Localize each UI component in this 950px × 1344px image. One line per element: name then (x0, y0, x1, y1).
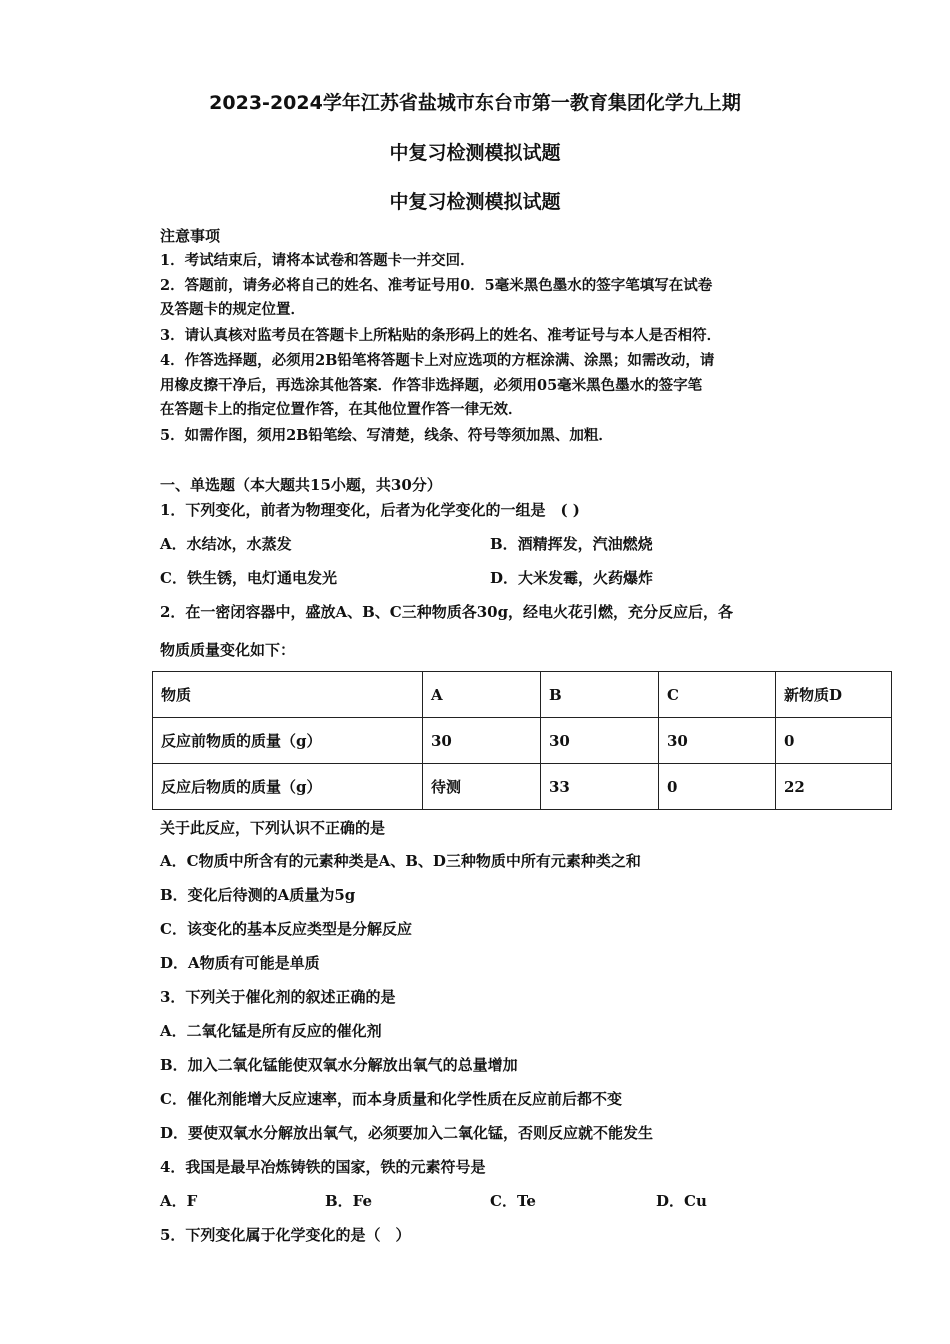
notice-line: 3．请认真核对监考员在答题卡上所粘贴的条形码上的姓名、准考证号与本人是否相符． (160, 327, 722, 344)
notice-line: 用橡皮擦干净后，再选涂其他答案．作答非选择题，必须用05毫米黑色墨水的签字笔 (160, 377, 703, 394)
table-cell: C (659, 672, 776, 718)
q3-option-a: A．二氧化锰是所有反应的催化剂 (160, 1022, 382, 1040)
notice-heading: 注意事项 (160, 227, 221, 245)
q2-stem-cont: 物质质量变化如下： (160, 641, 296, 659)
table-row (153, 764, 892, 810)
table-cell: 新物质D (776, 672, 892, 718)
q4-option-a: A．F (160, 1192, 198, 1210)
q3-stem: 3．下列关于催化剂的叙述正确的是 (160, 988, 396, 1006)
table-cell: 物质 (153, 672, 423, 718)
q2-stem: 2．在一密闭容器中，盛放A、B、C三种物质各30g，经电火花引燃，充分反应后，各 (160, 603, 734, 621)
q2-option-c: C．该变化的基本反应类型是分解反应 (160, 920, 412, 938)
title-line-2: 中复习检测模拟试题 (389, 142, 561, 164)
table-cell: 30 (541, 718, 659, 764)
table-cell: 33 (541, 764, 659, 810)
table-cell: B (541, 672, 659, 718)
q4-option-d: D．Cu (656, 1192, 707, 1210)
table-cell: 30 (659, 718, 776, 764)
notice-line: 1．考试结束后，请将本试卷和答题卡一并交回． (160, 252, 475, 269)
title-line-3: 中复习检测模拟试题 (389, 191, 561, 213)
q2-option-d: D．A物质有可能是单质 (160, 954, 320, 972)
table-row (153, 672, 892, 718)
notice-line: 2．答题前，请务必将自己的姓名、准考证号用0．5毫米黑色墨水的签字笔填写在试卷 (160, 277, 713, 294)
notice-line: 在答题卡上的指定位置作答，在其他位置作答一律无效． (160, 401, 523, 418)
q1-option-a: A．水结冰，水蒸发 (160, 535, 292, 553)
table-row (153, 718, 892, 764)
table-cell: A (423, 672, 541, 718)
q2-option-b: B．变化后待测的A质量为5g (160, 886, 356, 904)
table-cell: 0 (659, 764, 776, 810)
q5-stem: 5．下列变化属于化学变化的是（ ） (160, 1226, 411, 1244)
q1-option-b: B．酒精挥发，汽油燃烧 (490, 535, 653, 553)
table-cell: 反应前物质的质量（g） (153, 718, 423, 764)
q4-stem: 4．我国是最早冶炼铸铁的国家，铁的元素符号是 (160, 1158, 486, 1176)
q3-option-c: C．催化剂能增大反应速率，而本身质量和化学性质在反应前后都不变 (160, 1090, 622, 1108)
q1-option-c: C．铁生锈，电灯通电发光 (160, 569, 337, 587)
table-cell: 0 (776, 718, 892, 764)
section-heading: 一、单选题（本大题共15小题，共30分） (160, 476, 442, 494)
q3-option-d: D．要使双氧水分解放出氧气，必须要加入二氧化锰，否则反应就不能发生 (160, 1124, 654, 1142)
notice-line: 及答题卡的规定位置． (160, 301, 305, 318)
table-cell: 待测 (423, 764, 541, 810)
q1-stem: 1．下列变化，前者为物理变化，后者为化学变化的一组是 ( ) (160, 501, 580, 519)
q3-option-b: B．加入二氧化锰能使双氧水分解放出氧气的总量增加 (160, 1056, 518, 1074)
q1-option-d: D．大米发霉，火药爆炸 (490, 569, 654, 587)
q4-option-c: C．Te (490, 1192, 536, 1210)
table-cell: 22 (776, 764, 892, 810)
notice-line: 5．如需作图，须用2B铅笔绘、写清楚，线条、符号等须加黑、加粗． (160, 427, 613, 444)
table-cell: 反应后物质的质量（g） (153, 764, 423, 810)
title-line-1: 2023-2024学年江苏省盐城市东台市第一教育集团化学九上期 (209, 92, 741, 114)
q4-option-b: B．Fe (325, 1192, 373, 1210)
q2-ask: 关于此反应，下列认识不正确的是 (160, 819, 386, 837)
mass-table (152, 671, 892, 810)
table-cell: 30 (423, 718, 541, 764)
q2-option-a: A．C物质中所含有的元素种类是A、B、D三种物质中所有元素种类之和 (160, 852, 641, 870)
notice-line: 4．作答选择题，必须用2B铅笔将答题卡上对应选项的方框涂满、涂黑；如需改动，请 (160, 352, 715, 369)
